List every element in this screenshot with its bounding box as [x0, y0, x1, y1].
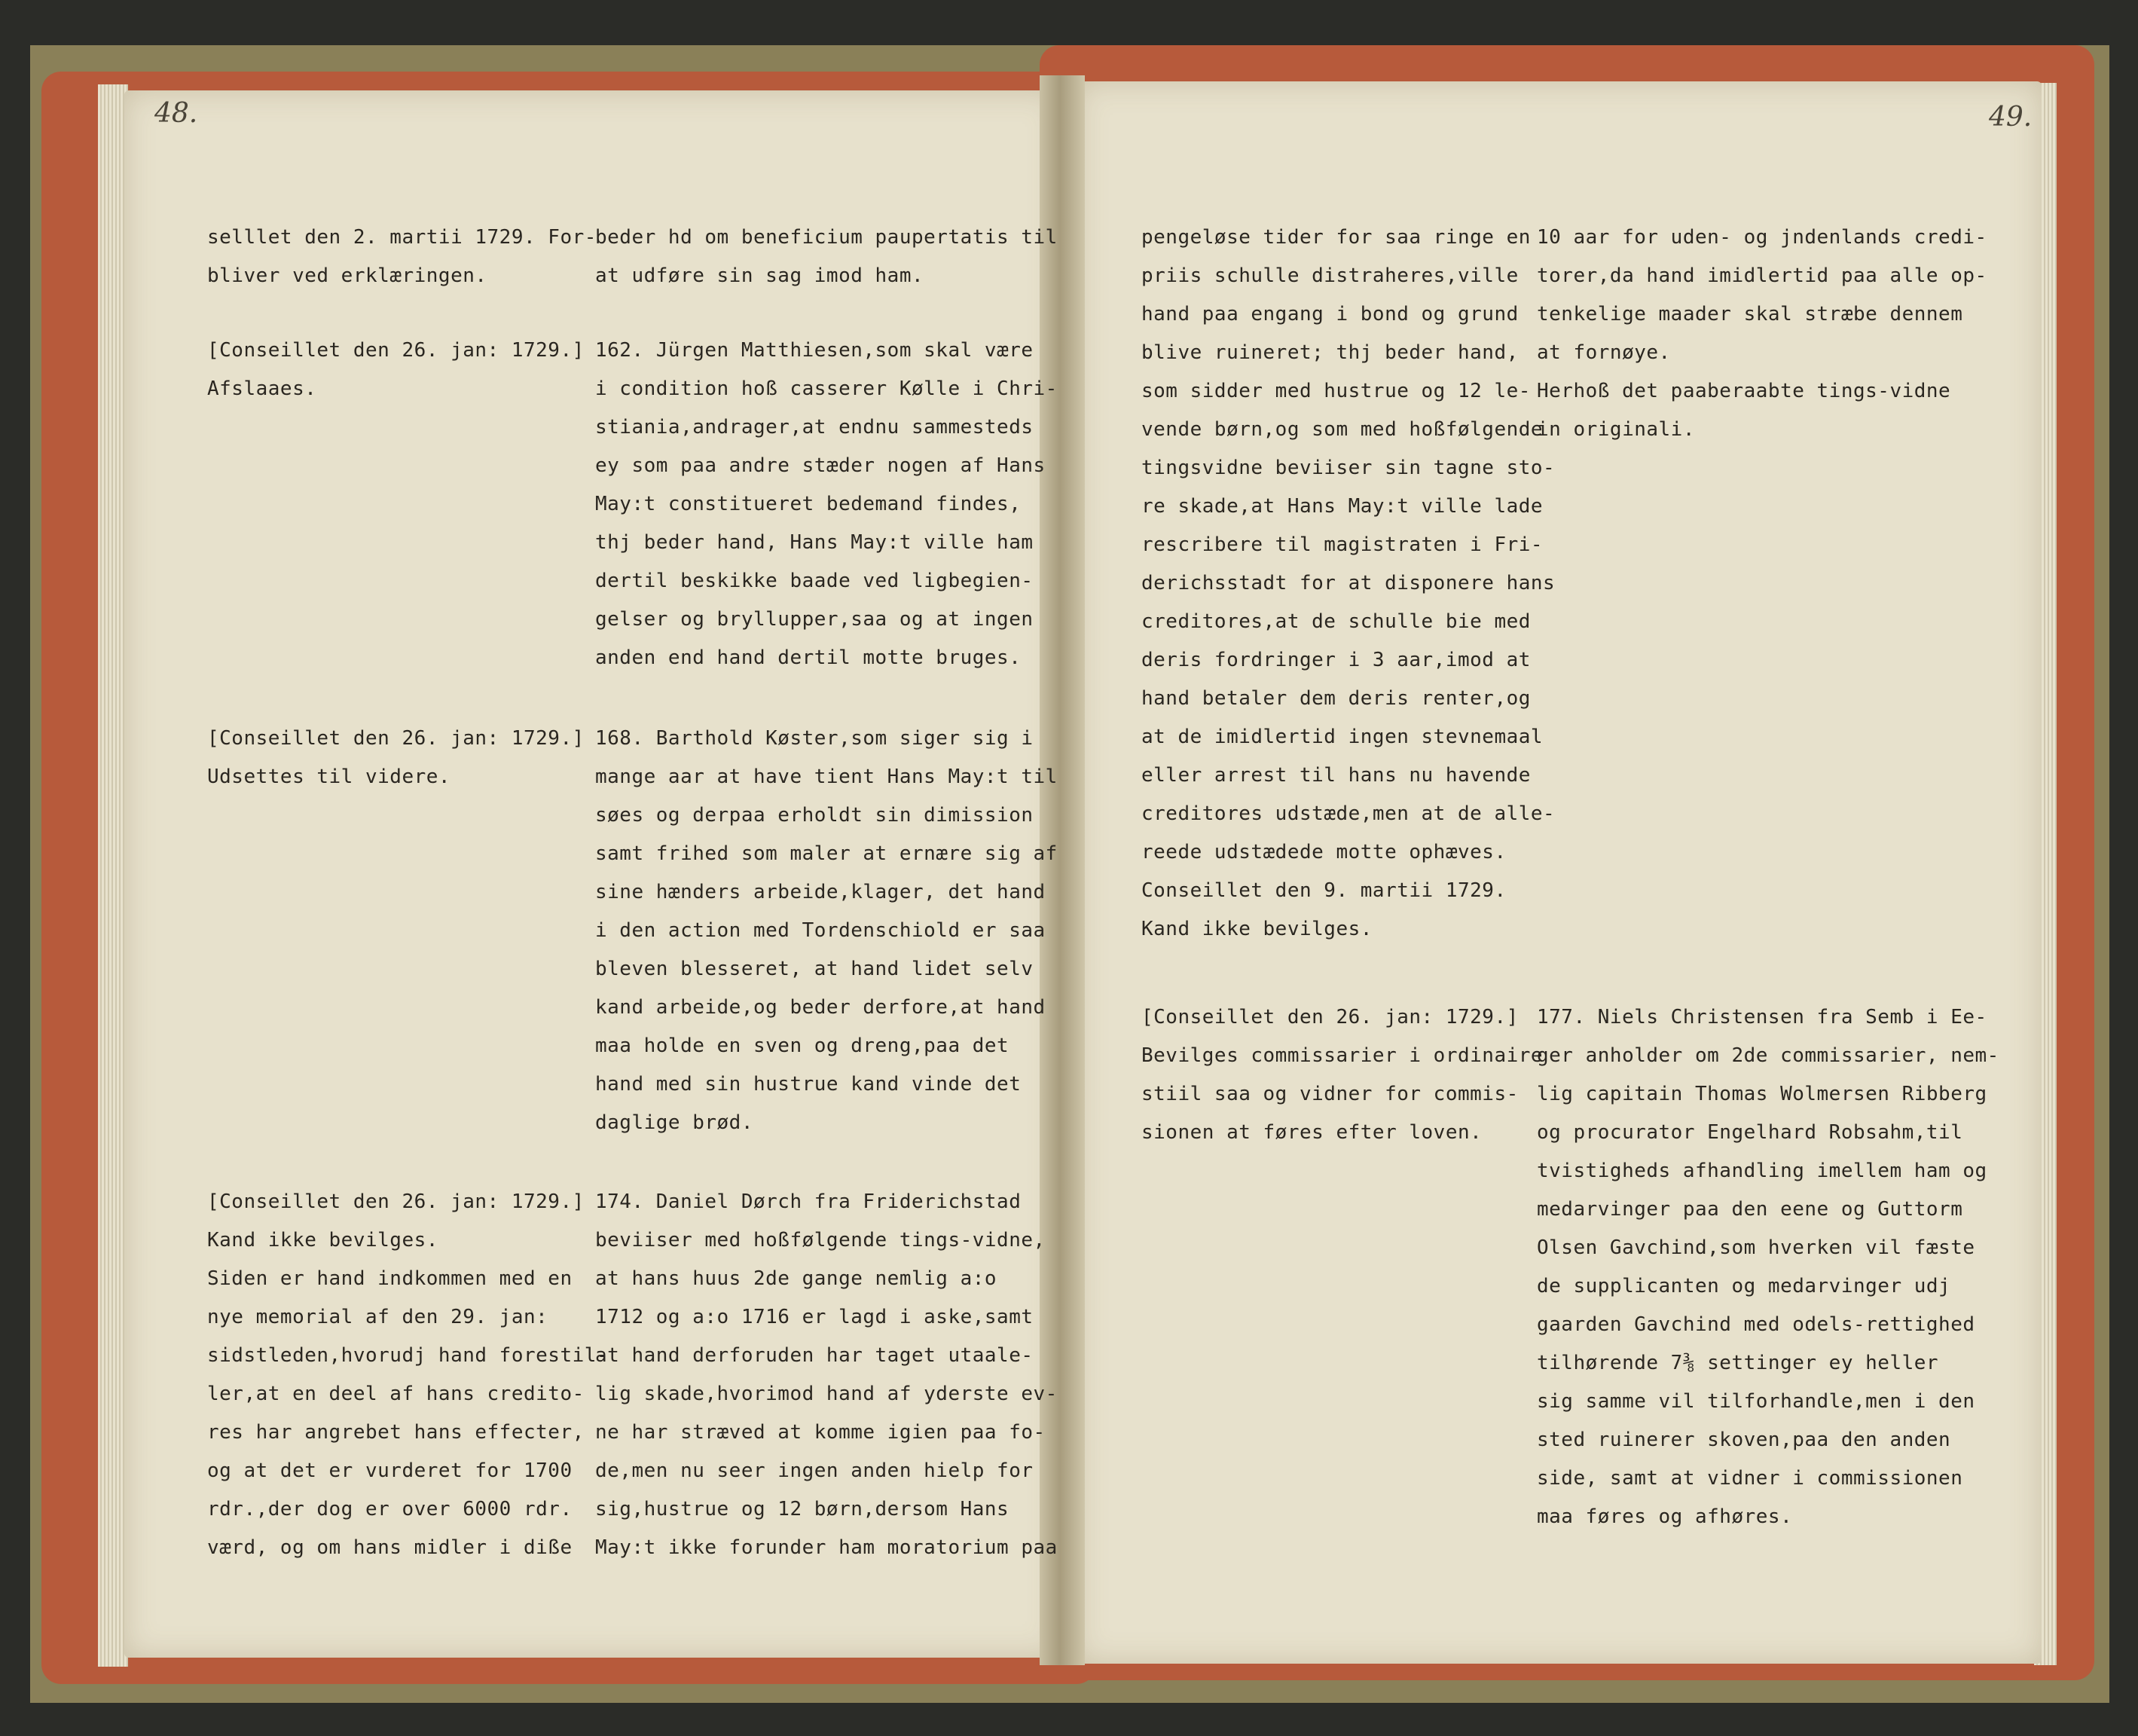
- text-block: [595, 332, 1058, 677]
- text-line: at udføre sin sag imod ham.: [595, 264, 924, 287]
- text-line: blive ruineret; thj beder hand,: [1141, 341, 1519, 364]
- text-line: sionen at føres efter loven.: [1141, 1121, 1483, 1144]
- text-line: eller arrest til hans nu havende: [1141, 764, 1531, 787]
- right-page-number: 49.: [1989, 102, 2033, 133]
- text-line: May:t constitueret bedemand findes,: [595, 493, 1022, 515]
- text-line: Conseillet den 9. martii 1729.: [1141, 879, 1507, 902]
- text-line: ler,at en deel af hans credito-: [207, 1383, 585, 1405]
- text-line: Afslaaes.: [207, 377, 317, 400]
- text-line: tingsvidne beviiser sin tagne sto-: [1141, 457, 1556, 479]
- text-line: mange aar at have tient Hans May:t til: [595, 766, 1058, 788]
- text-line: Olsen Gavchind,som hverken vil fæste: [1537, 1236, 1975, 1259]
- text-block: [1537, 219, 1987, 449]
- left-page-edges: [98, 84, 128, 1667]
- text-line: [Conseillet den 26. jan: 1729.]: [207, 339, 585, 362]
- text-line: gaarden Gavchind med odels-rettighed: [1537, 1313, 1975, 1336]
- text-block: [207, 332, 585, 408]
- text-line: sidstleden,hvorudj hand forestil-: [207, 1344, 609, 1367]
- text-line: [Conseillet den 26. jan: 1729.]: [207, 1190, 585, 1213]
- text-line: 168. Barthold Køster,som siger sig i: [595, 727, 1034, 750]
- text-line: ger anholder om 2de commissarier, nem-: [1537, 1044, 1999, 1067]
- text-line: at hans huus 2de gange nemlig a:o: [595, 1267, 997, 1290]
- text-line: hand med sin hustrue kand vinde det: [595, 1073, 1022, 1096]
- text-line: reede udstædede motte ophæves.: [1141, 841, 1507, 863]
- text-line: deris fordringer i 3 aar,imod at: [1141, 649, 1531, 671]
- text-line: Kand ikke bevilges.: [1141, 918, 1373, 940]
- text-line: tilhørende 7⅜ settinger ey heller: [1537, 1352, 1939, 1374]
- text-line: creditores,at de schulle bie med: [1141, 610, 1531, 633]
- text-block: [595, 219, 1058, 295]
- text-line: 1712 og a:o 1716 er lagd i aske,samt: [595, 1306, 1034, 1328]
- text-line: lig capitain Thomas Wolmersen Ribberg: [1537, 1083, 1987, 1105]
- text-line: gelser og bryllupper,saa og at ingen: [595, 608, 1034, 631]
- text-line: creditores udstæde,men at de alle-: [1141, 802, 1556, 825]
- text-line: res har angrebet hans effecter,: [207, 1421, 585, 1444]
- text-line: Siden er hand indkommen med en: [207, 1267, 573, 1290]
- text-line: sine hænders arbeide,klager, det hand: [595, 881, 1046, 903]
- text-line: Bevilges commissarier i ordinaire: [1141, 1044, 1544, 1067]
- text-line: maa føres og afhøres.: [1537, 1505, 1793, 1528]
- text-line: hand betaler dem deris renter,og: [1141, 687, 1531, 710]
- text-line: priis schulle distraheres,ville: [1141, 264, 1519, 287]
- text-line: stiania,andrager,at endnu sammesteds: [595, 416, 1034, 439]
- text-block: [207, 219, 597, 295]
- text-line: hand paa engang i bond og grund: [1141, 303, 1519, 326]
- text-line: [Conseillet den 26. jan: 1729.]: [207, 727, 585, 750]
- text-block: [207, 720, 585, 796]
- text-line: medarvinger paa den eene og Guttorm: [1537, 1198, 1963, 1221]
- text-line: ne har stræved at komme igien paa fo-: [595, 1421, 1046, 1444]
- text-line: som sidder med hustrue og 12 le-: [1141, 380, 1531, 402]
- text-line: selllet den 2. martii 1729. For-: [207, 226, 597, 249]
- text-line: tvistigheds afhandling imellem ham og: [1537, 1160, 1987, 1182]
- text-line: i den action med Tordenschiold er saa: [595, 919, 1046, 942]
- text-line: anden end hand dertil motte bruges.: [595, 646, 1022, 669]
- text-block: [595, 1183, 1058, 1567]
- text-line: 177. Niels Christensen fra Semb i Ee-: [1537, 1006, 1987, 1028]
- text-line: kand arbeide,og beder derfore,at hand: [595, 996, 1046, 1019]
- text-line: 174. Daniel Dørch fra Friderichstad: [595, 1190, 1022, 1213]
- text-line: de,men nu seer ingen anden hielp for: [595, 1459, 1034, 1482]
- text-line: i condition hoß casserer Kølle i Chri-: [595, 377, 1058, 400]
- text-line: derichsstadt for at disponere hans: [1141, 572, 1556, 594]
- text-line: 162. Jürgen Matthiesen,som skal være: [595, 339, 1034, 362]
- text-block: [207, 1183, 609, 1567]
- text-line: daglige brød.: [595, 1111, 753, 1134]
- text-line: in originali.: [1537, 418, 1695, 441]
- text-line: Herhoß det paaberaabte tings-vidne: [1537, 380, 1951, 402]
- text-block: [1141, 998, 1543, 1152]
- text-line: rescribere til magistraten i Fri-: [1141, 533, 1544, 556]
- text-line: rdr.,der dog er over 6000 rdr.: [207, 1498, 573, 1521]
- text-line: samt frihed som maler at ernære sig af: [595, 842, 1058, 865]
- text-line: at de imidlertid ingen stevnemaal: [1141, 726, 1544, 748]
- text-line: thj beder hand, Hans May:t ville ham: [595, 531, 1034, 554]
- text-block: [1141, 219, 1555, 949]
- text-line: side, samt at vidner i commissionen: [1537, 1467, 1963, 1490]
- text-line: sig,hustrue og 12 børn,dersom Hans: [595, 1498, 1009, 1521]
- text-line: lig skade,hvorimod hand af yderste ev-: [595, 1383, 1058, 1405]
- text-line: søes og derpaa erholdt sin dimission: [595, 804, 1034, 827]
- text-line: stiil saa og vidner for commis-: [1141, 1083, 1519, 1105]
- text-line: at hand derforuden har taget utaale-: [595, 1344, 1034, 1367]
- left-page-number: 48.: [154, 98, 198, 129]
- text-line: pengeløse tider for saa ringe en: [1141, 226, 1531, 249]
- text-line: beviiser med hoßfølgende tings-vidne,: [595, 1229, 1046, 1252]
- text-line: Udsettes til videre.: [207, 766, 451, 788]
- text-line: dertil beskikke baade ved ligbegien-: [595, 570, 1034, 592]
- text-line: og procurator Engelhard Robsahm,til: [1537, 1121, 1963, 1144]
- text-line: de supplicanten og medarvinger udj: [1537, 1275, 1951, 1297]
- text-line: bliver ved erklæringen.: [207, 264, 487, 287]
- text-line: nye memorial af den 29. jan:: [207, 1306, 548, 1328]
- text-line: værd, og om hans midler i diße: [207, 1536, 573, 1559]
- text-line: sig samme vil tilforhandle,men i den: [1537, 1390, 1975, 1413]
- text-line: ey som paa andre stæder nogen af Hans: [595, 454, 1046, 477]
- text-line: maa holde en sven og dreng,paa det: [595, 1035, 1009, 1057]
- text-line: sted ruinerer skoven,paa den anden: [1537, 1429, 1951, 1451]
- text-line: vende børn,og som med hoßfølgende: [1141, 418, 1544, 441]
- text-line: at fornøye.: [1537, 341, 1671, 364]
- text-line: May:t ikke forunder ham moratorium paa: [595, 1536, 1058, 1559]
- text-line: Kand ikke bevilges.: [207, 1229, 438, 1252]
- text-line: 10 aar for uden- og jndenlands credi-: [1537, 226, 1987, 249]
- text-line: bleven blesseret, at hand lidet selv: [595, 958, 1034, 980]
- text-line: og at det er vurderet for 1700: [207, 1459, 573, 1482]
- text-block: [595, 720, 1058, 1142]
- text-line: re skade,at Hans May:t ville lade: [1141, 495, 1544, 518]
- text-line: beder hd om beneficium paupertatis til: [595, 226, 1058, 249]
- text-line: [Conseillet den 26. jan: 1729.]: [1141, 1006, 1519, 1028]
- text-line: tenkelige maader skal stræbe dennem: [1537, 303, 1963, 326]
- text-line: torer,da hand imidlertid paa alle op-: [1537, 264, 1987, 287]
- text-block: [1537, 998, 1999, 1536]
